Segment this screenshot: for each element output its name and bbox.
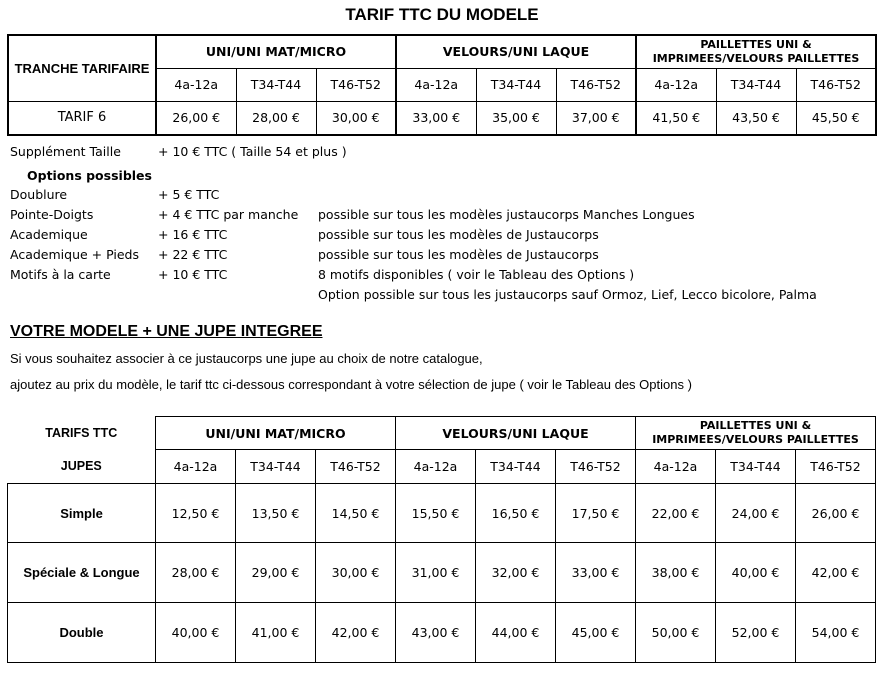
option-name: Doublure <box>10 187 68 202</box>
option-note: possible sur tous les modèles de Justaucorps <box>318 227 599 242</box>
size-header: T46-T52 <box>316 450 396 484</box>
row-label: Double <box>8 603 156 663</box>
tranche-tarifaire-header: TRANCHE TARIFAIRE <box>8 35 156 101</box>
option-price: + 16 € TTC <box>158 227 228 242</box>
option-note: possible sur tous les modèles de Justaucorps <box>318 247 599 262</box>
option-name: Motifs à la carte <box>10 267 111 282</box>
price-cell: 13,50 € <box>236 484 316 543</box>
price-cell: 22,00 € <box>636 484 716 543</box>
price-cell: 43,00 € <box>396 603 476 663</box>
supplement-label: Supplément Taille <box>10 144 121 159</box>
tarif-table <box>7 34 877 136</box>
option-name: Pointe-Doigts <box>10 207 94 222</box>
price-cell: 30,00 € <box>316 101 396 135</box>
jupe-section-heading: VOTRE MODELE + UNE JUPE INTEGREE <box>10 323 323 340</box>
size-header: 4a-12a <box>636 450 716 484</box>
tarifs-ttc-label: TARIFS TTC <box>8 417 156 450</box>
price-cell: 26,00 € <box>796 484 876 543</box>
price-cell: 31,00 € <box>396 543 476 603</box>
size-header: 4a-12a <box>636 68 716 101</box>
price-cell: 37,00 € <box>556 101 636 135</box>
price-cell: 33,00 € <box>556 543 636 603</box>
price-cell: 44,00 € <box>476 603 556 663</box>
option-note: possible sur tous les modèles justaucorps Manches Longues <box>318 207 695 222</box>
group-header-velours: VELOURS/UNI LAQUE <box>396 35 636 68</box>
page-title: TARIF TTC DU MODELE <box>345 5 539 24</box>
size-header: 4a-12a <box>156 68 236 101</box>
options-heading: Options possibles <box>27 168 152 183</box>
price-cell: 33,00 € <box>396 101 476 135</box>
price-cell: 54,00 € <box>796 603 876 663</box>
price-cell: 45,00 € <box>556 603 636 663</box>
price-cell: 40,00 € <box>156 603 236 663</box>
size-header: T34-T44 <box>716 450 796 484</box>
price-cell: 14,50 € <box>316 484 396 543</box>
jupe-section-line2: ajoutez au prix du modèle, le tarif ttc ci-dessous correspondant à votre sélection de jupe ( voir le Tableau des Options ) <box>10 377 692 392</box>
price-cell: 24,00 € <box>716 484 796 543</box>
price-cell: 43,50 € <box>716 101 796 135</box>
price-cell: 28,00 € <box>156 543 236 603</box>
price-cell: 42,00 € <box>796 543 876 603</box>
size-header: T46-T52 <box>556 450 636 484</box>
row-label: Simple <box>8 484 156 543</box>
price-cell: 41,00 € <box>236 603 316 663</box>
table-row <box>8 603 876 663</box>
price-cell: 26,00 € <box>156 101 236 135</box>
option-price: + 5 € TTC <box>158 187 220 202</box>
jupes-table <box>7 416 876 663</box>
supplement-value: + 10 € TTC ( Taille 54 et plus ) <box>158 144 347 159</box>
group-header-paillettes: PAILLETTES UNI & IMPRIMEES/VELOURS PAILLETTES <box>636 35 876 68</box>
price-cell: 35,00 € <box>476 101 556 135</box>
option-extra-note: Option possible sur tous les justaucorps sauf Ormoz, Lief, Lecco bicolore, Palma <box>318 287 817 302</box>
table-row <box>8 543 876 603</box>
size-header: T34-T44 <box>476 68 556 101</box>
price-cell: 50,00 € <box>636 603 716 663</box>
price-cell: 42,00 € <box>316 603 396 663</box>
price-cell: 40,00 € <box>716 543 796 603</box>
price-cell: 15,50 € <box>396 484 476 543</box>
price-cell: 16,50 € <box>476 484 556 543</box>
size-header: 4a-12a <box>396 450 476 484</box>
price-cell: 52,00 € <box>716 603 796 663</box>
group-header-uni: UNI/UNI MAT/MICRO <box>156 417 396 450</box>
option-name: Academique + Pieds <box>10 247 139 262</box>
row-label: Spéciale & Longue <box>8 543 156 603</box>
price-cell: 30,00 € <box>316 543 396 603</box>
price-cell: 17,50 € <box>556 484 636 543</box>
option-note: 8 motifs disponibles ( voir le Tableau des Options ) <box>318 267 635 282</box>
price-cell: 12,50 € <box>156 484 236 543</box>
size-header: T34-T44 <box>236 450 316 484</box>
size-header: T46-T52 <box>556 68 636 101</box>
price-cell: 45,50 € <box>796 101 876 135</box>
size-header: T34-T44 <box>476 450 556 484</box>
jupe-section-line1: Si vous souhaitez associer à ce justaucorps une jupe au choix de notre catalogue, <box>10 351 483 366</box>
size-header: T46-T52 <box>796 68 876 101</box>
group-header-uni: UNI/UNI MAT/MICRO <box>156 35 396 68</box>
price-cell: 41,50 € <box>636 101 716 135</box>
price-cell: 38,00 € <box>636 543 716 603</box>
size-header: 4a-12a <box>156 450 236 484</box>
price-cell: 29,00 € <box>236 543 316 603</box>
price-cell: 28,00 € <box>236 101 316 135</box>
group-header-velours: VELOURS/UNI LAQUE <box>396 417 636 450</box>
size-header: T46-T52 <box>316 68 396 101</box>
jupes-label: JUPES <box>8 450 156 484</box>
row-label: TARIF 6 <box>8 101 156 135</box>
option-name: Academique <box>10 227 88 242</box>
size-header: 4a-12a <box>396 68 476 101</box>
table-row <box>8 101 876 135</box>
option-price: + 22 € TTC <box>158 247 228 262</box>
price-cell: 32,00 € <box>476 543 556 603</box>
table-row <box>8 484 876 543</box>
size-header: T34-T44 <box>236 68 316 101</box>
size-header: T46-T52 <box>796 450 876 484</box>
size-header: T34-T44 <box>716 68 796 101</box>
option-price: + 10 € TTC <box>158 267 228 282</box>
group-header-paillettes: PAILLETTES UNI & IMPRIMEES/VELOURS PAILLETTES <box>636 417 876 450</box>
option-price: + 4 € TTC par manche <box>158 207 299 222</box>
